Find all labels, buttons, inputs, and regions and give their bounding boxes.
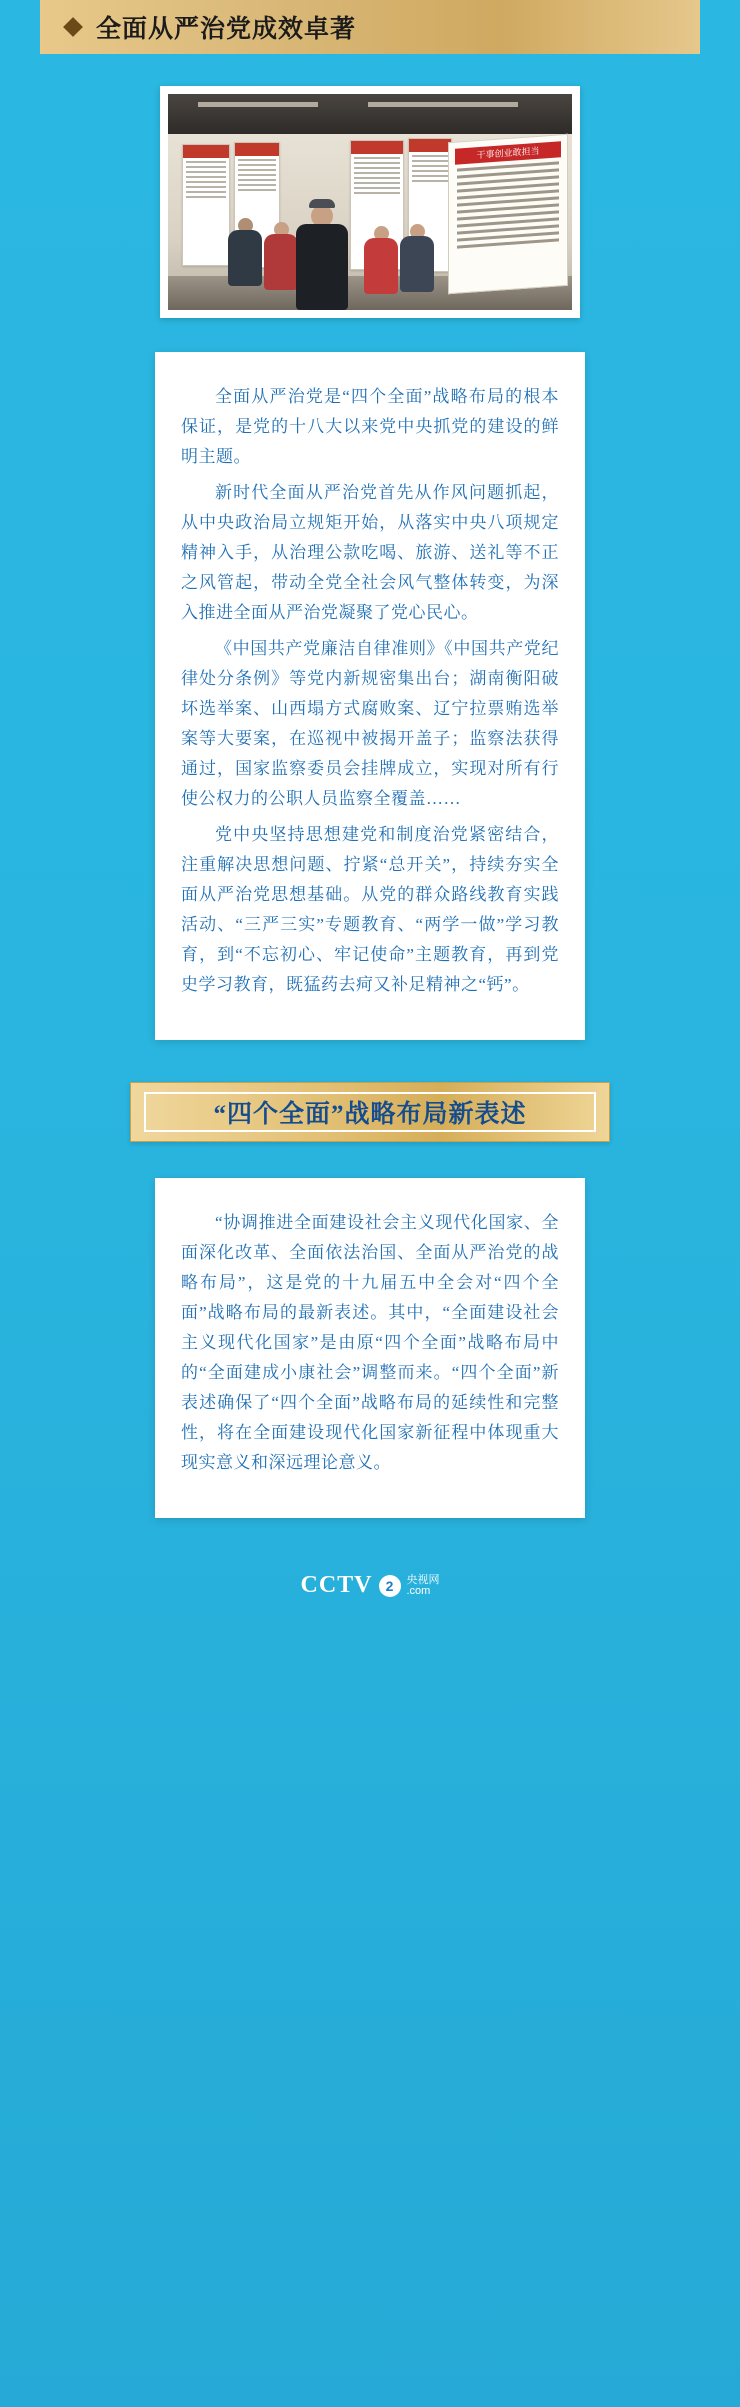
- ceiling-light: [198, 102, 318, 107]
- footer-sub-line1: 央视网: [406, 1573, 440, 1586]
- panel-title-bar: [183, 145, 229, 158]
- board-title: 干事创业敢担当: [455, 141, 561, 164]
- cctv-wordmark: CCTV: [300, 1572, 373, 1598]
- visitor-figure: [228, 218, 262, 286]
- channel-number-icon: 2: [379, 1575, 401, 1597]
- footer-logo: [270, 1572, 470, 1629]
- paragraph: 党中央坚持思想建党和制度治党紧密结合，注重解决思想问题、拧紧“总开关”，持续夯实全面从严治党思想基础。从党的群众路线教育实践活动、“三严三实”专题教育、“两学一做”学习教育，到“不忘初心、牢记使命”主题教育，再到党史学习教育，既猛药去疴又补足精神之“钙”。: [181, 825, 559, 994]
- visitor-figure: [400, 224, 434, 292]
- panel-lines: [409, 152, 451, 182]
- panel-title-bar: [351, 141, 403, 154]
- footer-domain: .com: [406, 1584, 431, 1597]
- panel-title-bar: [409, 139, 451, 152]
- footer-subtext: [407, 1575, 440, 1597]
- panel-lines: [351, 154, 403, 194]
- ceiling-light: [368, 102, 518, 107]
- section-heading-bar-1: [40, 0, 700, 54]
- visitor-figure: [364, 226, 398, 294]
- article-card-1: [155, 352, 585, 1040]
- photo-ceiling: [168, 94, 572, 134]
- paragraph: 《中国共产党廉洁自律准则》《中国共产党纪律处分条例》等党内新规密集出台；湖南衡阳破坏选举案、山西塌方式腐败案、辽宁拉票贿选举案等大要案，在巡视中被揭开盖子；监察法获得通过，国家监察委员会挂牌成立，实现对所有行使公权力的公职人员监察全覆盖……: [181, 639, 559, 808]
- section-heading-bar-2: [130, 1082, 610, 1142]
- article-card-2: [155, 1178, 585, 1518]
- visitor-figure: [264, 222, 298, 290]
- diamond-icon: [63, 17, 83, 37]
- section-heading-2: “四个全面”战略布局新表述: [213, 1101, 527, 1128]
- exhibit-panel: [182, 144, 230, 266]
- feature-display-board: [448, 134, 568, 294]
- paragraph: “协调推进全面建设社会主义现代化国家、全面深化改革、全面依法治国、全面从严治党的战略布局”，这是党的十九届五中全会对“四个全面”战略布局的最新表述。其中，“全面建设社会主义现代化国家”是由原“四个全面”战略布局中的“全面建成小康社会”调整而来。“四个全面”新表述确保了“四个全面”战略布局的延续性和完整性，将在全面建设现代化国家新征程中体现重大现实意义和深远理论意义。: [181, 1213, 559, 1472]
- section-heading-1: 全面从严治党成效卓著: [96, 16, 357, 43]
- panel-lines: [235, 156, 279, 191]
- photo-frame: [160, 86, 580, 318]
- paragraph: 全面从严治党是“四个全面”战略布局的根本保证，是党的十八大以来党中央抓党的建设的鲜明主题。: [181, 387, 559, 466]
- paragraph: 新时代全面从严治党首先从作风问题抓起，从中央政治局立规矩开始，从落实中央八项规定精神入手，从治理公款吃喝、旅游、送礼等不正之风管起，带动全党全社会风气整体转变，为深入推进全面从严治党凝聚了党心民心。: [181, 483, 559, 622]
- panel-lines: [183, 158, 229, 198]
- panel-title-bar: [235, 143, 279, 156]
- exhibition-photo: [168, 94, 572, 310]
- visitor-figure-foreground: [296, 199, 348, 310]
- section-heading-2-frame: [144, 1092, 596, 1132]
